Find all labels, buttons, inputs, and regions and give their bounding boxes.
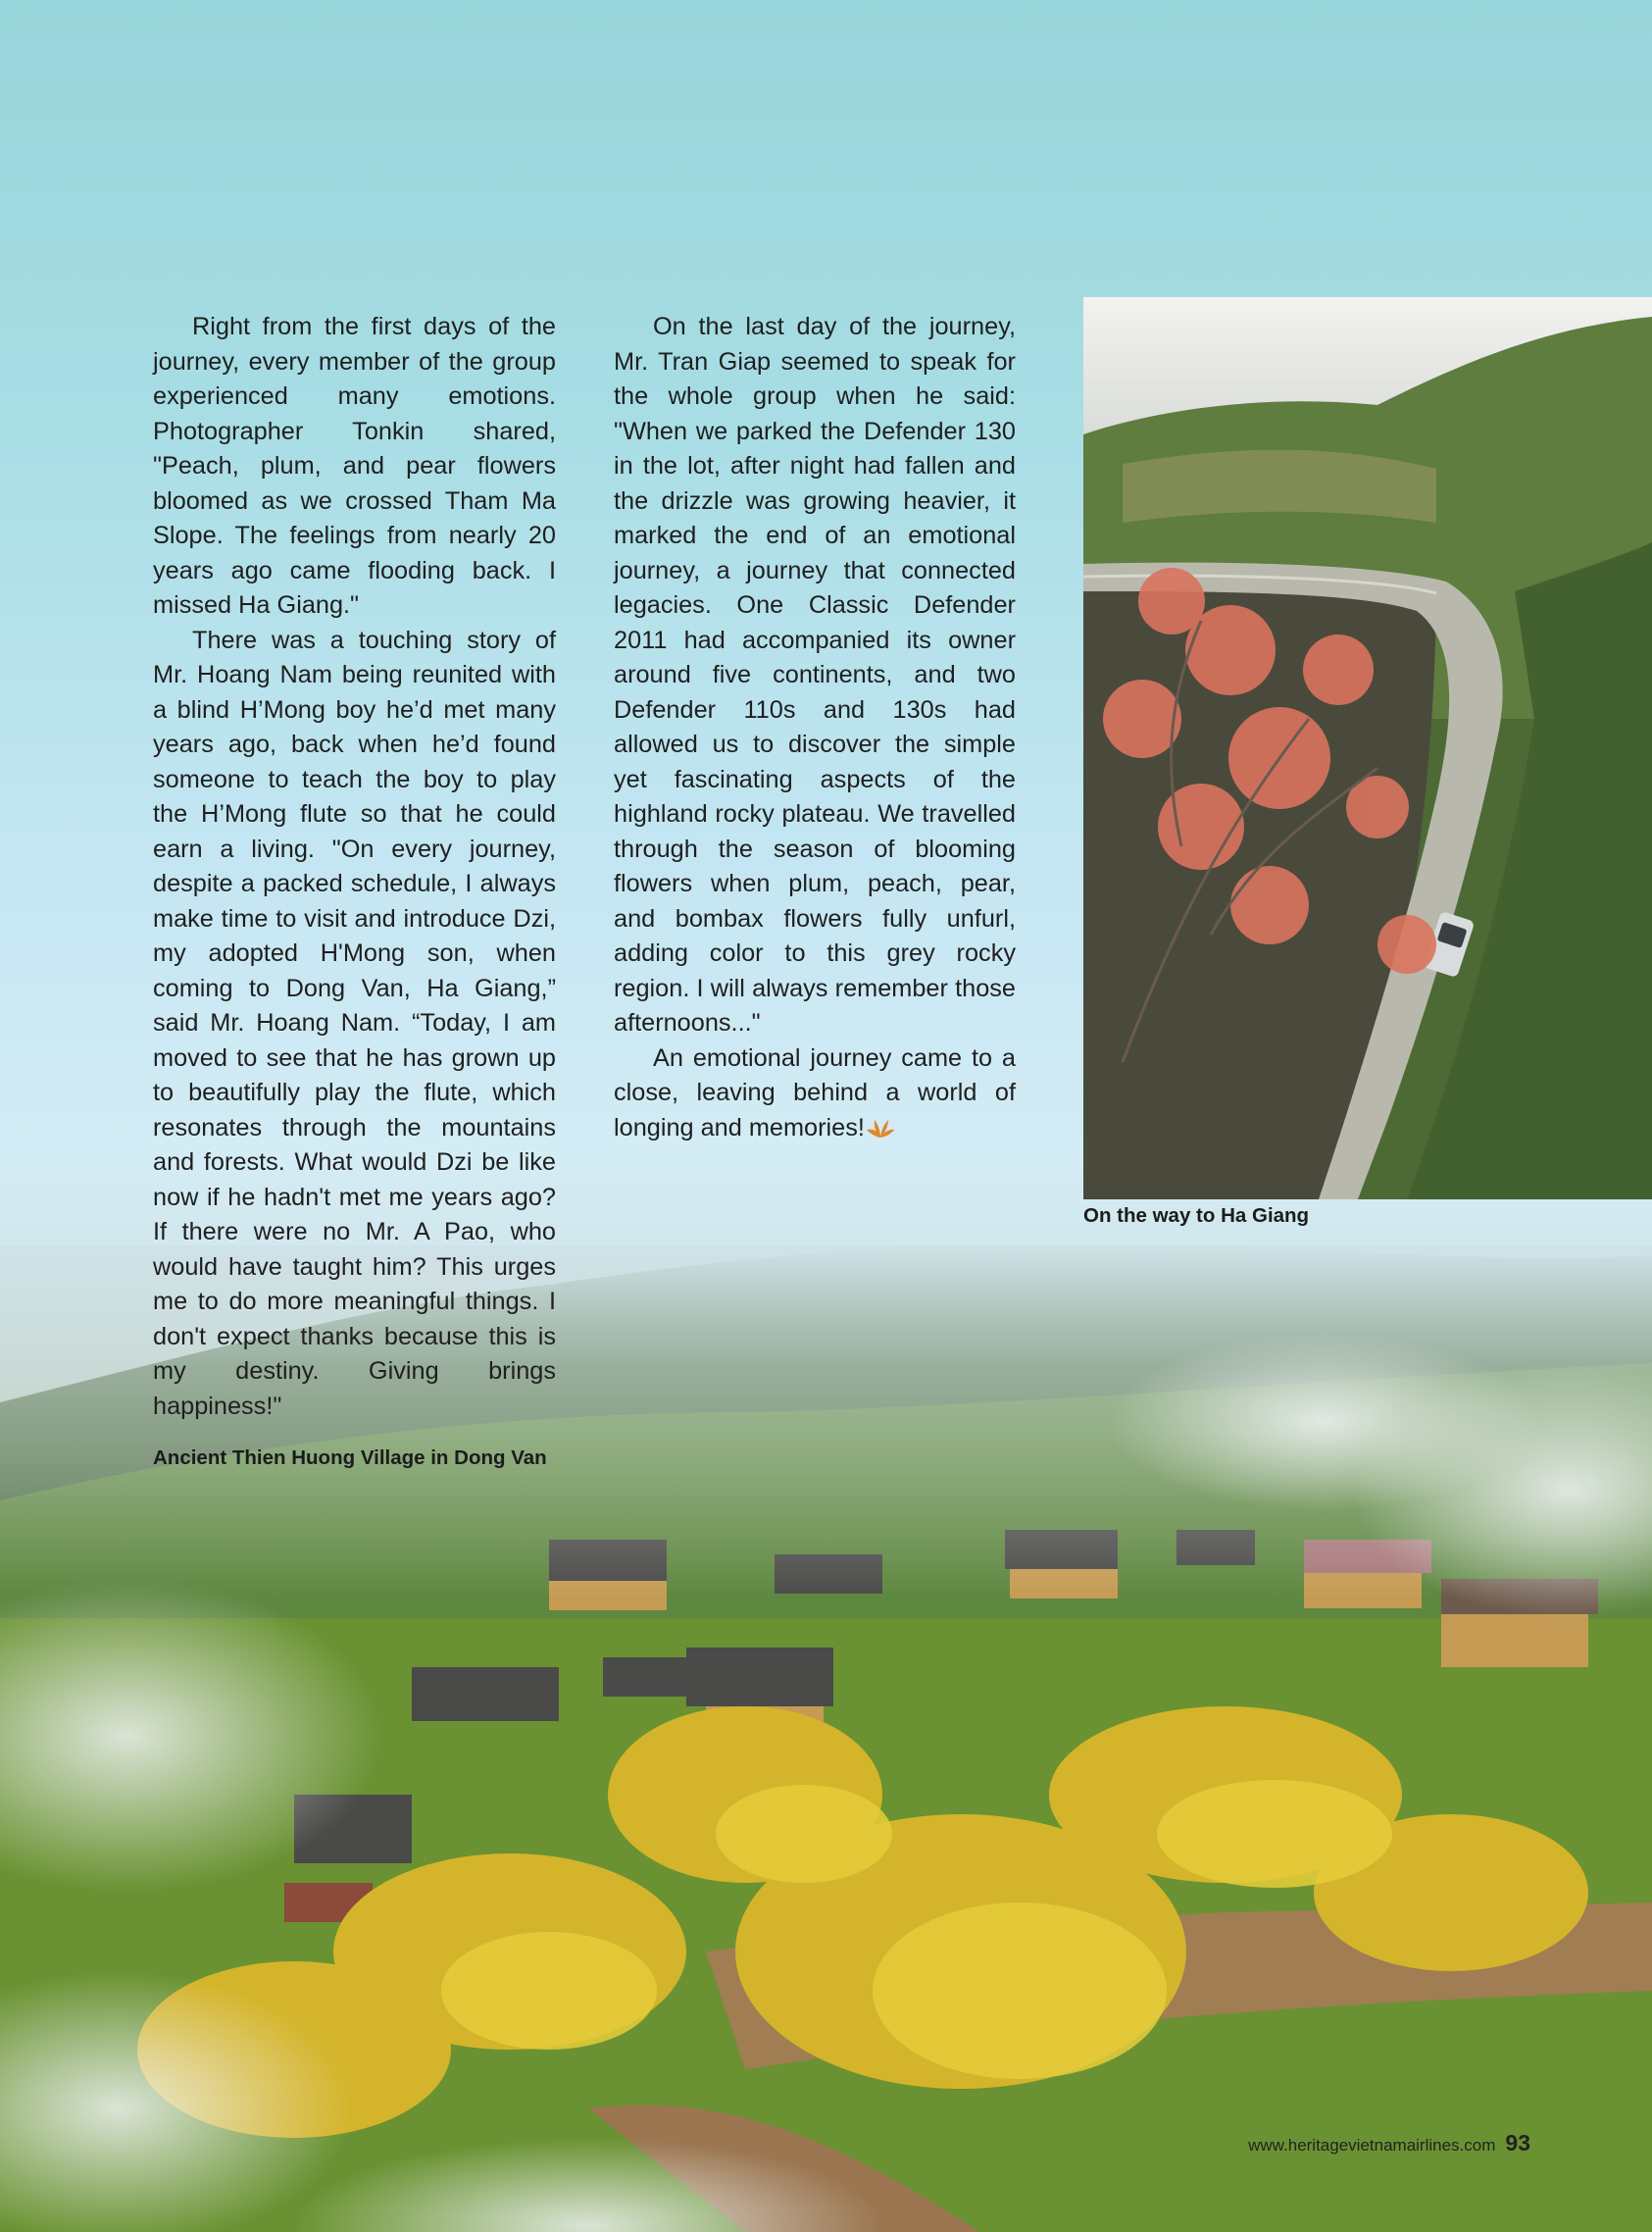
paragraph: On the last day of the journey, Mr. Tran Giap seemed to speak for the whole group when he said: "When we parked the Defender 130 in the lot, after night had fallen and the drizzle was growing heavier, it marked the end of an emotional journey, a journey that connected legacies. One Classic Defender 2011 had accompanied its owner around five continents, and two Defender 110s and 130s had allowed us to discover the simple yet fascinating aspects of the highland rocky plateau. We travelled through the season of blooming flowers when plum, peach, pear, and bombax flowers fully unfurl, adding color to this grey rocky region. I will always remember those afternoons..." xyxy=(614,313,1016,1037)
end-mark-leaf-icon xyxy=(865,1118,896,1140)
article-column-2 xyxy=(614,310,1016,1145)
paragraph xyxy=(614,1041,1016,1146)
closing-text: An emotional journey came to a close, leaving behind a world of longing and memories! xyxy=(614,1043,1016,1141)
footer-url: www.heritagevietnamairlines.com xyxy=(1248,2136,1496,2155)
page-number: 93 xyxy=(1505,2130,1530,2156)
paragraph: Right from the first days of the journey, every member of the group experienced many emotions. Photographer Tonkin shared, "Peach, plum, and pear flowers bloomed as we crossed Tham Ma Slope. The feelings from nearly 20 years ago came flooding back. I missed Ha Giang." xyxy=(153,313,556,619)
article-column-1 xyxy=(153,310,556,1424)
paragraph: There was a touching story of Mr. Hoang Nam being reunited with a blind H’Mong boy he’d met many years ago, back when he’d found someone to teach the boy to play the H’Mong flute so that he could earn a living. "On every journey, despite a packed schedule, I always make time to visit and introduce Dzi, my adopted H'Mong son, when coming to Dong Van, Ha Giang,” said Mr. Hoang Nam. “Today, I am moved to see that he has grown up to beautifully play the flute, which resonates through the mountains and forests. What would Dzi be like now if he hadn't met me years ago? If there were no Mr. A Pao, who would have taught him? This urges me to do more meaningful things. I don't expect thanks because this is my destiny. Giving brings happiness!" xyxy=(153,626,556,1420)
road-photo xyxy=(1083,297,1652,1199)
road-photo-caption: On the way to Ha Giang xyxy=(1083,1204,1310,1227)
village-photo-caption: Ancient Thien Huong Village in Dong Van xyxy=(153,1446,547,1469)
page-footer xyxy=(1248,2130,1530,2156)
